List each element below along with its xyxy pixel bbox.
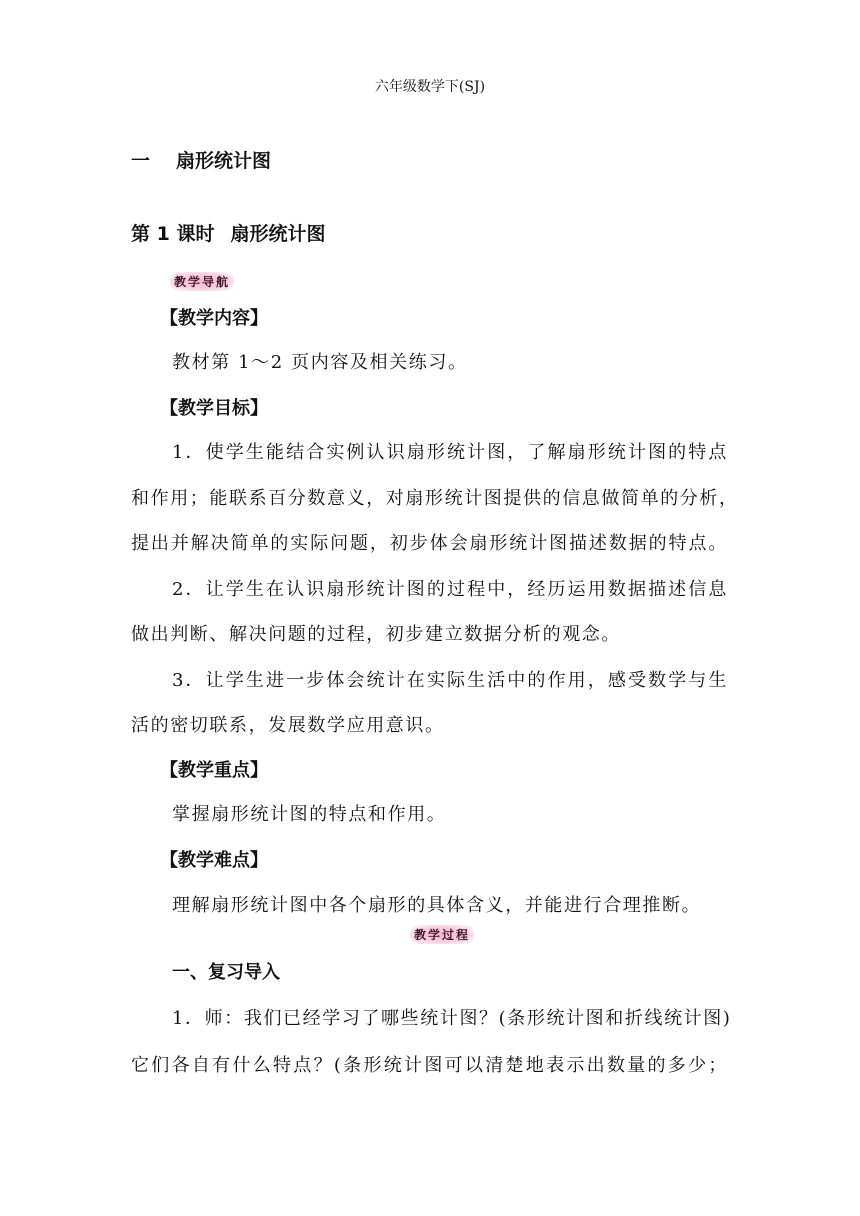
difficulty-text: 理解扇形统计图中各个扇形的具体含义，并能进行合理推断。 <box>172 895 702 916</box>
chapter-number: 一 <box>131 150 151 172</box>
key-text: 掌握扇形统计图的特点和作用。 <box>172 804 447 825</box>
content-text: 教材第 1～2 页内容及相关练习。 <box>172 352 468 373</box>
goals-line: 提出并解决简单的实际问题，初步体会扇形统计图描述数据的特点。 <box>131 533 728 554</box>
teaching-guide-badge: 教学导航 <box>170 272 234 291</box>
review-step-title: 一、复习导入 <box>172 962 280 983</box>
lesson-number: 第 1 课时 <box>131 223 215 245</box>
chapter-title: 扇形统计图 <box>176 150 272 172</box>
lesson-heading <box>131 219 325 246</box>
goals-line: 活的密切联系，发展数学应用意识。 <box>131 715 445 736</box>
content-section-title: 【教学内容】 <box>160 308 268 329</box>
process-line: 它们各自有什么特点？(条形统计图可以清楚地表示出数量的多少； <box>131 1055 728 1076</box>
goals-line: 1．使学生能结合实例认识扇形统计图，了解扇形统计图的特点 <box>172 442 728 463</box>
goals-line: 和作用；能联系百分数意义，对扇形统计图提供的信息做简单的分析， <box>131 488 739 509</box>
goals-line: 3．让学生进一步体会统计在实际生活中的作用，感受数学与生 <box>172 670 728 691</box>
key-section-title: 【教学重点】 <box>160 760 268 781</box>
lesson-title: 扇形统计图 <box>230 223 326 245</box>
goals-line: 2．让学生在认识扇形统计图的过程中，经历运用数据描述信息 <box>172 579 728 600</box>
difficulty-section-title: 【教学难点】 <box>160 850 268 871</box>
teaching-process-badge: 教学过程 <box>410 925 474 944</box>
goals-section-title: 【教学目标】 <box>160 398 268 419</box>
process-line: 1．师：我们已经学习了哪些统计图？(条形统计图和折线统计图) <box>172 1008 732 1029</box>
page-header: 六年级数学下(SJ) <box>374 79 486 95</box>
chapter-heading <box>131 146 271 173</box>
goals-line: 做出判断、解决问题的过程，初步建立数据分析的观念。 <box>131 624 621 645</box>
